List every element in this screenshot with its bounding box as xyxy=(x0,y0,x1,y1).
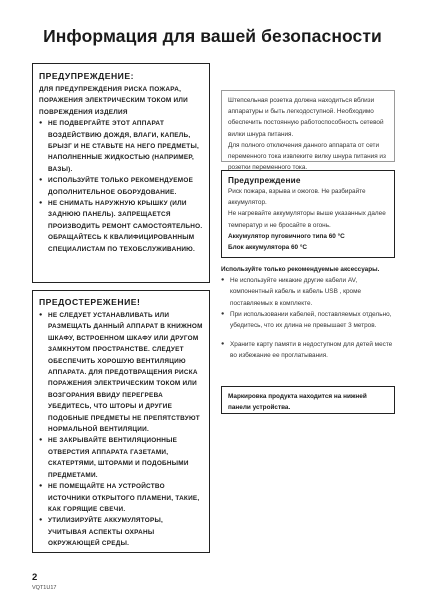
socket-note-box xyxy=(221,90,395,172)
page-number: 2 xyxy=(32,572,38,583)
marking-note: Маркировка продукта находится на нижней панели устройства. xyxy=(228,393,367,412)
memory-card-item: ● Храните карту памяти в недоступном для детей месте во избежание ее проглатывания. xyxy=(221,339,395,361)
battery-warning-box xyxy=(221,170,395,258)
battery-p1: Риск пожара, взрыва и ожогов. Не разбирайте аккумулятор. xyxy=(228,188,366,207)
battery-p2: Не нагревайте аккумуляторы выше указанных далее температур и не бросайте в огонь. xyxy=(228,210,386,229)
caution-item: ● НЕ ЗАКРЫВАЙТЕ ВЕНТИЛЯЦИОННЫЕ ОТВЕРСТИЯ АППАРАТА ГАЗЕТАМИ, СКАТЕРТЯМИ, ШТОРАМИ И ПОДОБНЫМИ ПРЕДМЕТАМИ. xyxy=(39,435,203,481)
warning-item: ● НЕ ПОДВЕРГАЙТЕ ЭТОТ АППАРАТ ВОЗДЕЙСТВИЮ ДОЖДЯ, ВЛАГИ, КАПЕЛЬ, БРЫЗГ И НЕ СТАВЬТЕ НА НЕГО ПРЕДМЕТЫ, НАПОЛНЕННЫЕ ЖИДКОСТЬЮ (НАПРИМЕР, ВАЗЫ). xyxy=(39,118,203,175)
accessories-item: ● Не используйте никакие другие кабели AV, компонентный кабель и кабель USB , кроме поставляемых в комплекте. xyxy=(221,275,395,309)
caution-heading: ПРЕДОСТЕРЕЖЕНИЕ! xyxy=(39,297,141,307)
warning-heading: ПРЕДУПРЕЖДЕНИЕ: xyxy=(39,71,134,81)
caution-item: ● УТИЛИЗИРУЙТЕ АККУМУЛЯТОРЫ, УЧИТЫВАЯ АСПЕКТЫ ОХРАНЫ ОКРУЖАЮЩЕЙ СРЕДЫ. xyxy=(39,515,203,549)
battery-line1: Аккумулятор пуговичного типа 60 °C xyxy=(228,232,345,240)
accessories-heading: Используйте только рекомендуемые аксессуары. xyxy=(221,266,380,273)
warning-intro: ДЛЯ ПРЕДУПРЕЖДЕНИЯ РИСКА ПОЖАРА, ПОРАЖЕНИЯ ЭЛЕКТРИЧЕСКИМ ТОКОМ ИЛИ ПОВРЕЖДЕНИЯ ИЗДЕЛИЯ xyxy=(39,86,188,116)
socket-note-p2: Для полного отключения данного аппарата от сети переменного тока извлеките вилку шнура питания из розетки переменного тока. xyxy=(228,141,386,172)
caution-box xyxy=(32,290,210,553)
caution-item: ● НЕ ПОМЕЩАЙТЕ НА УСТРОЙСТВО ИСТОЧНИКИ ОТКРЫТОГО ПЛАМЕНИ, ТАКИЕ, КАК ГОРЯЩИЕ СВЕЧИ. xyxy=(39,481,203,515)
warning-item: ● ИСПОЛЬЗУЙТЕ ТОЛЬКО РЕКОМЕНДУЕМОЕ ДОПОЛНИТЕЛЬНОЕ ОБОРУДОВАНИЕ. xyxy=(39,175,203,198)
socket-note-p1: Штепсельная розетка должна находиться вблизи аппаратуры и быть легкодоступной. Необходимо обеспечить постоянную работоспособность сетевой вилки шнура питания. xyxy=(228,97,384,138)
warning-box xyxy=(32,63,210,283)
accessories-section xyxy=(221,264,395,362)
caution-list xyxy=(39,310,203,550)
document-code: VQT1U17 xyxy=(32,585,57,591)
caution-item: ● НЕ СЛЕДУЕТ УСТАНАВЛИВАТЬ ИЛИ РАЗМЕЩАТЬ ДАННЫЙ АППАРАТ В КНИЖНОМ ШКАФУ, ВСТРОЕННОМ ШКАФУ ИЛИ ДРУГОМ ЗАМКНУТОМ ПРОСТРАНСТВЕ. СЛЕДУЕТ ОБЕСПЕЧИТЬ ХОРОШУЮ ВЕНТИЛЯЦИЮ АППАРАТА. ДЛЯ ПРЕДОТВРАЩЕНИЯ РИСКА ПОРАЖЕНИЯ ЭЛЕКТРИЧЕСКИМ ТОКОМ ИЛИ ВОЗГОРАНИЯ ВВИДУ ПЕРЕГРЕВА УБЕДИТЕСЬ, ЧТО ШТОРЫ И ДРУГИЕ ПОДОБНЫЕ ПРЕДМЕТЫ НЕ ПРЕПЯТСТВУЮТ НОРМАЛЬНОЙ ВЕНТИЛЯЦИИ. xyxy=(39,310,203,435)
accessories-item: ● При использовании кабелей, поставляемых отдельно, убедитесь, что их длина не превышает 3 метров. xyxy=(221,309,395,331)
warning-item: ● НЕ СНИМАТЬ НАРУЖНУЮ КРЫШКУ (ИЛИ ЗАДНЮЮ ПАНЕЛЬ). ЗАПРЕЩАЕТСЯ ПРОИЗВОДИТЬ РЕМОНТ САМОСТОЯТЕЛЬНО. ОБРАЩАЙТЕСЬ К КВАЛИФИЦИРОВАННЫМ СПЕЦИАЛИСТАМ ПО ТЕХОБСЛУЖИВАНИЮ. xyxy=(39,198,203,255)
accessories-list xyxy=(221,275,395,331)
marking-note-box xyxy=(221,386,395,414)
battery-line2: Блок аккумулятора 60 °C xyxy=(228,244,308,252)
memory-card-list xyxy=(221,339,395,361)
warning-list xyxy=(39,118,203,255)
battery-heading: Предупреждение xyxy=(228,176,301,185)
page-title: Информация для вашей безопасности xyxy=(43,26,382,46)
spacer xyxy=(221,331,395,339)
